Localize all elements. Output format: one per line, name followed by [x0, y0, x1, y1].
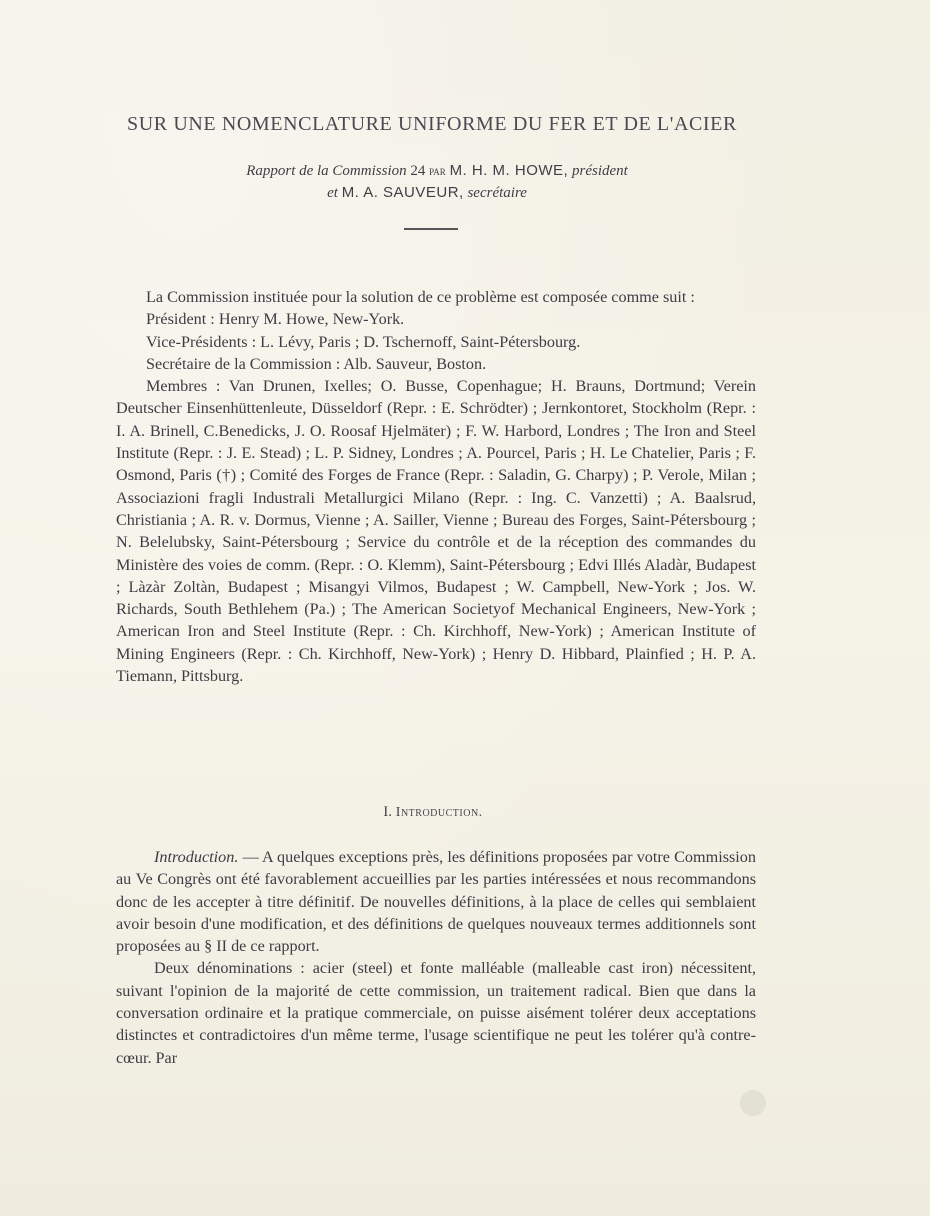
section-numeral: I. [383, 804, 393, 820]
byline-commission-label: Rapport de la Commission [246, 163, 407, 179]
section-label: Introduction. [395, 805, 483, 820]
paragraph-secretary: Secrétaire de la Commission : Alb. Sauveur, Boston. [146, 354, 487, 373]
commission-number: 24 [410, 163, 426, 179]
byline-par: par [429, 163, 446, 178]
introduction-section [116, 846, 756, 1069]
page-smudge [740, 1090, 766, 1116]
paragraph-composition: La Commission instituée pour la solution de ce problème est composée comme suit : [146, 288, 695, 306]
byline-line-1 [10, 162, 864, 180]
paragraph-introduction-1 [116, 846, 756, 957]
paragraph-vice-presidents: Vice-Présidents : L. Lévy, Paris ; D. Tschernoff, Saint-Pétersbourg. [146, 332, 581, 351]
introduction-text: — A quelques exceptions près, les définitions proposées par votre Commission au Ve Congrès ont été favorablement accueillies par les parties intéressées et nous recommandons donc de les accepter à titre définitif. De nouvelles définitions, à la place de celles qui semblaient avoir besoin d'une modification, et des définitions de quelques nouveaux termes additionnels sont proposées au § II de ce rapport. [116, 848, 756, 956]
title-rule [404, 228, 458, 230]
paragraph-members: Membres : Van Drunen, Ixelles; O. Busse, Copenhague; H. Brauns, Dortmund; Verein Deutscher Einsenhüttenleute, Düsseldorf (Repr. : E. Schrödter) ; Jernkontoret, Stockholm (Repr. : I. A. Brinell, C.Benedicks, J. O. Roosaf Hjelmäter) ; F. W. Harbord, Londres ; The Iron and Steel Institute (Repr. : J. E. Stead) ; L. P. Sidney, Londres ; A. Pourcel, Paris ; H. Le Chatelier, Paris ; F. Osmond, Paris (†) ; Comité des Forges de France (Repr. : Saladin, G. Charpy) ; P. Verole, Milan ; Associazioni fragli Industrali Metallurgici Milano (Repr. : Ing. C. Vanzetti) ; A. Baalsrud, Christiania ; A. R. v. Dormus, Vienne ; A. Sailler, Vienne ; Bureau des Forges, Saint-Pétersbourg ; N. Belelubsky, Saint-Pétersbourg ; Service du contrôle et de la réception des commandes du Ministère des voies de comm. (Repr. : O. Klemm), Saint-Pétersbourg ; Edvi Illés Aladàr, Budapest ; Làzàr Zoltàn, Budapest ; Misangyi Vilmos, Budapest ; W. Campbell, New-York ; Jos. W. Richards, South Bethlehem (Pa.) ; The American Societyof Mechanical Engineers, New-York ; American Iron and Steel Institute (Repr. : Ch. Kirchhoff, New-York) ; American Institute of Mining Engineers (Repr. : Ch. Kirchhoff, New-York) ; Henry D. Hibbard, Plainfied ; H. P. A. Tiemann, Pittsburg. [116, 377, 756, 686]
introduction-lead: Introduction. [154, 848, 239, 866]
byline-et: et [327, 185, 338, 201]
author-sauveur-role: secrétaire [467, 185, 527, 201]
section-heading [0, 804, 866, 821]
paragraph-introduction-2: Deux dénominations : acier (steel) et fonte malléable (malleable cast iron) nécessitent, suivant l'opinion de la majorité de cette commission, un traitement radical. Bien que dans la conversation ordinaire et la pratique commerciale, on puisse aisément tolérer deux acceptations distinctes et contradictoires d'un même terme, l'usage scientifique ne peut les tolérer qu'à contre-cœur. Par [116, 959, 756, 1067]
paragraph-president: Président : Henry M. Howe, New-York. [146, 310, 405, 329]
author-howe-role: président [571, 163, 628, 179]
author-sauveur: M. A. SAUVEUR, [341, 184, 464, 201]
commission-membership [116, 286, 756, 687]
byline-line-2 [0, 184, 854, 202]
page-title: SUR UNE NOMENCLATURE UNIFORME DU FER ET DE L'ACIER [127, 113, 737, 135]
author-howe: M. H. M. HOWE, [449, 162, 569, 179]
